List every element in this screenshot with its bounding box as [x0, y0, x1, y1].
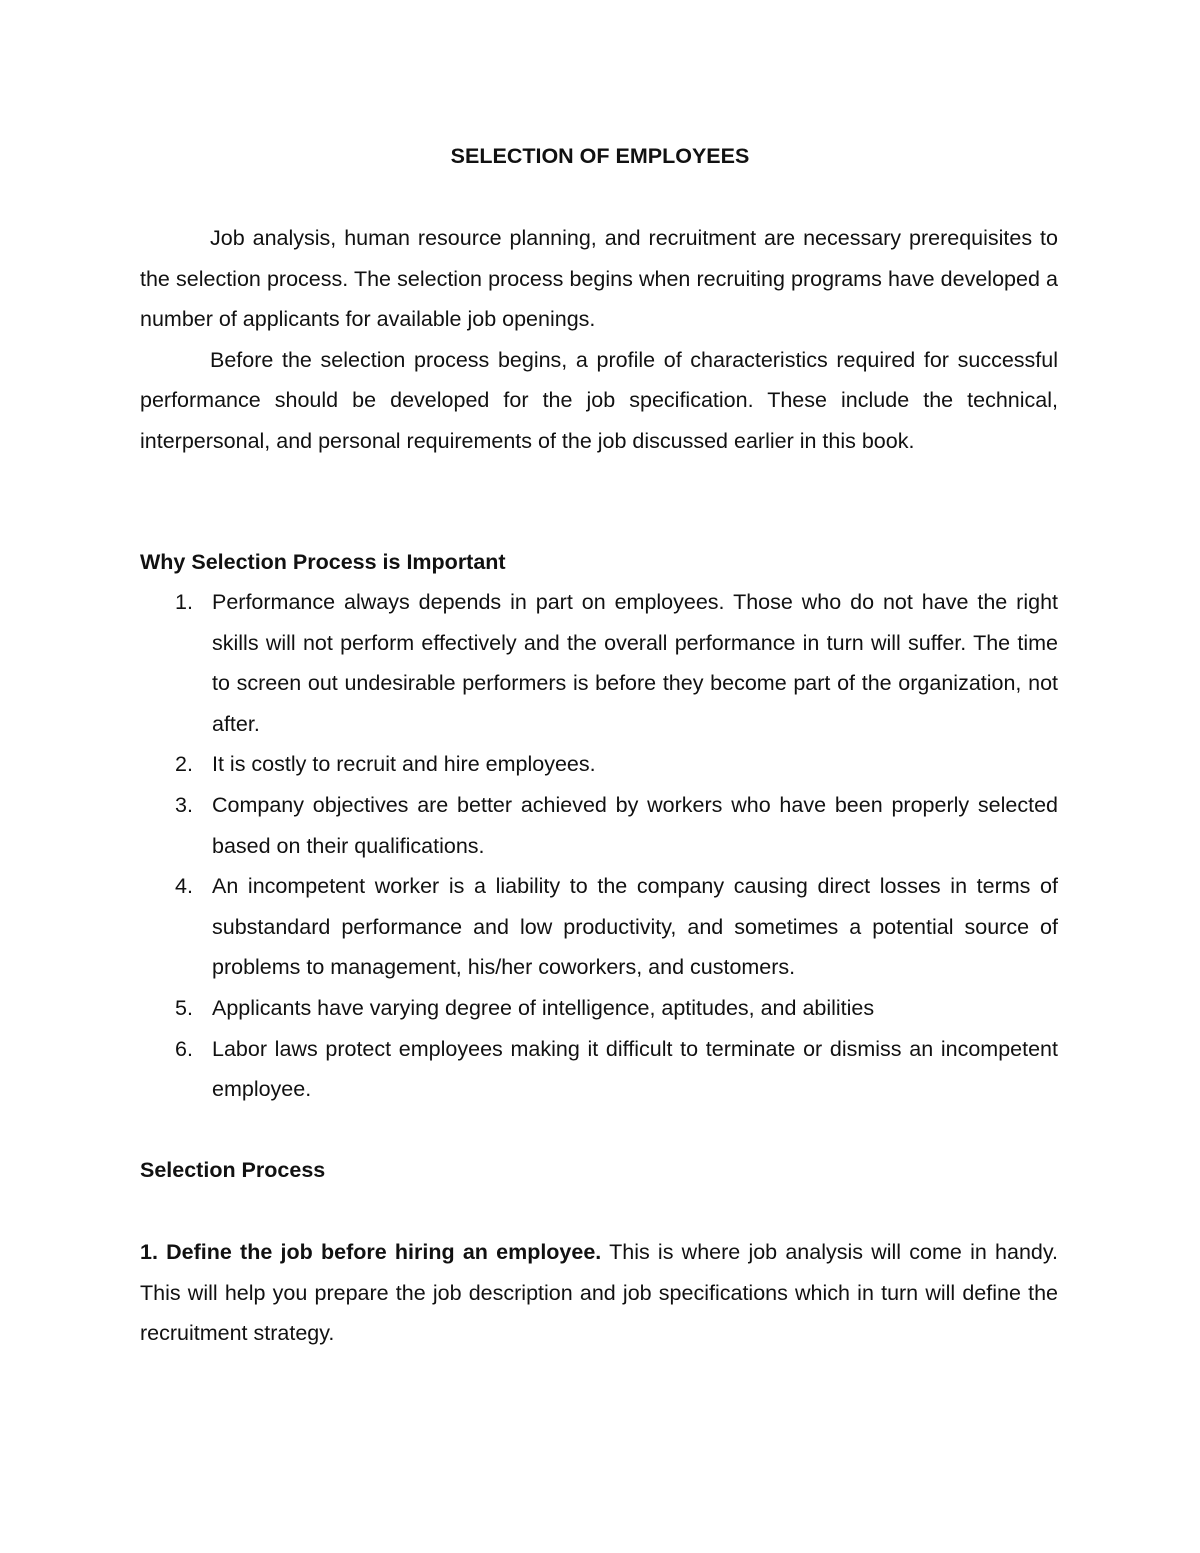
- intro-section: [140, 218, 1058, 462]
- list-item: [140, 582, 1058, 744]
- list-item-text: It is costly to recruit and hire employees.: [212, 752, 596, 777]
- list-item-number: 6.: [175, 1036, 193, 1061]
- process-step: [140, 1232, 1058, 1354]
- list-item-number: 1.: [175, 590, 193, 614]
- list-item: [140, 988, 1058, 1029]
- why-section-heading: Why Selection Process is Important: [140, 550, 506, 574]
- list-item-text: An incompetent worker is a liability to the company causing direct losses in terms of substandard performance and low productivity, and sometimes a potential source of problems to management, his/her coworkers, and customers.: [212, 874, 1058, 980]
- document-title: SELECTION OF EMPLOYEES: [450, 144, 750, 168]
- list-item-number: 2.: [175, 752, 193, 777]
- process-step-text: This is where job analysis will come in handy. This will help you prepare the job description and job specifications which in turn will define the recruitment strategy.: [140, 1240, 1058, 1346]
- process-step-lead: 1. Define the job before hiring an employee.: [140, 1240, 602, 1264]
- list-item: [140, 1029, 1058, 1110]
- list-item-text: Labor laws protect employees making it difficult to terminate or dismiss an incompetent employee.: [212, 1036, 1058, 1102]
- process-section-heading: Selection Process: [140, 1158, 326, 1182]
- process-step-paragraph: [140, 1232, 1058, 1354]
- process-section: [140, 1150, 1058, 1190]
- list-item: [140, 744, 1058, 785]
- intro-paragraph: Job analysis, human resource planning, and recruitment are necessary prerequisites to the selection process. The selection process begins when recruiting programs have developed a number of applicants for available job openings.: [140, 226, 1058, 332]
- why-section: [140, 542, 1058, 1110]
- list-item: [140, 785, 1058, 866]
- list-item-text: Company objectives are better achieved by workers who have been properly selected based on their qualifications.: [212, 792, 1058, 858]
- list-item-number: 4.: [175, 874, 193, 899]
- list-item-number: 3.: [175, 792, 193, 817]
- list-item-number: 5.: [175, 995, 193, 1020]
- list-item-text: Applicants have varying degree of intelligence, aptitudes, and abilities: [212, 995, 875, 1020]
- reasons-list: [140, 582, 1058, 1110]
- list-item-text: Performance always depends in part on employees. Those who do not have the right skills will not perform effectively and the overall performance in turn will suffer. The time to screen out undesirable performers is before they become part of the organization, not after.: [212, 590, 1058, 736]
- intro-paragraph: Before the selection process begins, a profile of characteristics required for successful performance should be developed for the job specification. These include the technical, interpersonal, and personal requirements of the job discussed earlier in this book.: [140, 347, 1058, 453]
- list-item: [140, 866, 1058, 988]
